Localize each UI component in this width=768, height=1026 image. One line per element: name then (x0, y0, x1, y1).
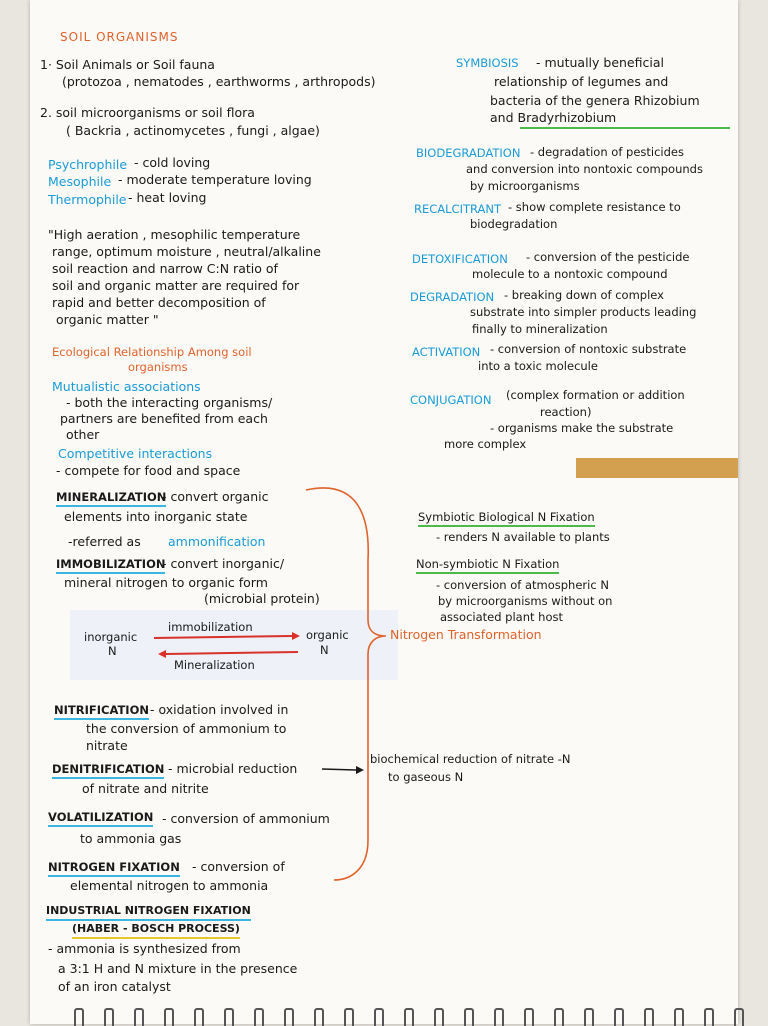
mutualistic-line-2: partners are benefited from each (60, 411, 268, 426)
immobilization-term: IMMOBILIZATION (56, 557, 165, 574)
conjugation-line-1: (complex formation or addition (506, 388, 685, 402)
mineralization-referred: -referred as (68, 534, 141, 549)
symbiosis-line-1: - mutually beneficial (536, 55, 664, 70)
nonsymbiotic-line-3: associated plant host (440, 610, 563, 624)
spiral-coil (284, 1008, 294, 1026)
thermophile-definition: - heat loving (128, 190, 207, 205)
industrial-line-2: a 3:1 H and N mixture in the presence (58, 961, 298, 976)
competitive-line: - compete for food and space (56, 463, 241, 478)
ecological-heading: Ecological Relationship Among soil (52, 345, 252, 359)
symbiotic-fixation-line: - renders N available to plants (436, 530, 610, 544)
spiral-coil (74, 1008, 84, 1026)
mutualistic-line-3: other (66, 427, 100, 442)
diagram-immobilization-label: immobilization (168, 620, 253, 634)
recalcitrant-line-2: biodegradation (470, 217, 558, 231)
spiral-coil (314, 1008, 324, 1026)
symbiosis-term: SYMBIOSIS (456, 56, 519, 70)
degradation-line-2: substrate into simpler products leading (470, 305, 697, 319)
volatilization-definition-1: - conversion of ammonium (162, 811, 330, 826)
biodegradation-term: BIODEGRADATION (416, 146, 521, 160)
spiral-coil (434, 1008, 444, 1026)
ammonification-term: ammonification (168, 534, 266, 549)
nonsymbiotic-line-2: by microorganisms without on (438, 594, 613, 608)
spiral-coil (494, 1008, 504, 1026)
spiral-coil (194, 1008, 204, 1026)
nitrogen-fixation-definition-1: - conversion of (192, 859, 285, 874)
spiral-coil (674, 1008, 684, 1026)
diagram-organic-label: organic (306, 628, 349, 642)
biochemical-reduction-line-1: biochemical reduction of nitrate -N (370, 752, 571, 766)
quote-line-3: soil reaction and narrow C:N ratio of (52, 261, 278, 276)
volatilization-definition-2: to ammonia gas (80, 831, 182, 846)
industrial-line-1: - ammonia is synthesized from (48, 941, 241, 956)
denitrification-definition-1: - microbial reduction (168, 761, 298, 776)
industrial-line-3: of an iron catalyst (58, 979, 171, 994)
symbiosis-line-3: bacteria of the genera Rhizobium (490, 93, 700, 108)
soil-microorganisms-examples: ( Backria , actinomycetes , fungi , algae) (66, 123, 320, 138)
activation-term: ACTIVATION (412, 345, 481, 359)
spiral-coil (584, 1008, 594, 1026)
mutualistic-heading: Mutualistic associations (52, 379, 201, 394)
symbiotic-fixation-heading: Symbiotic Biological N Fixation (418, 510, 595, 527)
spiral-coil (524, 1008, 534, 1026)
page-title: SOIL ORGANISMS (60, 30, 179, 44)
activation-line-2: into a toxic molecule (478, 359, 598, 373)
spiral-coil (344, 1008, 354, 1026)
nonsymbiotic-fixation-heading: Non-symbiotic N Fixation (416, 557, 559, 574)
detoxification-line-1: - conversion of the pesticide (526, 250, 690, 264)
denitrification-term: DENITRIFICATION (52, 762, 164, 779)
biodegradation-line-3: by microorganisms (470, 179, 580, 193)
volatilization-term: VOLATILIZATION (48, 810, 153, 827)
mineralization-definition-2: elements into inorganic state (64, 509, 248, 524)
conjugation-line-3: - organisms make the substrate (490, 421, 674, 435)
detoxification-line-2: molecule to a nontoxic compound (472, 267, 668, 281)
diagram-inorganic-label: inorganic (84, 630, 138, 644)
industrial-fixation-heading: INDUSTRIAL NITROGEN FIXATION (46, 904, 251, 921)
diagram-mineralization-label: Mineralization (174, 658, 255, 672)
conjugation-line-2: reaction) (540, 405, 592, 419)
mutualistic-line-1: - both the interacting organisms/ (66, 395, 273, 410)
mesophile-definition: - moderate temperature loving (118, 172, 312, 187)
ecological-heading-2: organisms (128, 360, 188, 374)
recalcitrant-line-1: - show complete resistance to (508, 200, 681, 214)
quote-line-1: "High aeration , mesophilic temperature (48, 227, 301, 242)
spiral-binding (74, 1004, 768, 1024)
thermophile-term: Thermophile (48, 192, 127, 207)
spiral-coil (104, 1008, 114, 1026)
biodegradation-line-2: and conversion into nontoxic compounds (466, 162, 703, 176)
orange-brace (306, 488, 386, 880)
spiral-coil (134, 1008, 144, 1026)
quote-line-6: organic matter " (56, 312, 159, 327)
spiral-coil (404, 1008, 414, 1026)
spiral-coil (734, 1008, 744, 1026)
soil-animals-examples: (protozoa , nematodes , earthworms , arthropods) (62, 74, 376, 89)
nitrification-definition-1: - oxidation involved in (150, 702, 289, 717)
biodegradation-line-1: - degradation of pesticides (530, 145, 684, 159)
nitrogen-fixation-definition-2: elemental nitrogen to ammonia (70, 878, 269, 893)
nitrogen-fixation-term: NITROGEN FIXATION (48, 860, 180, 877)
soil-animals-item: 1· Soil Animals or Soil fauna (40, 57, 215, 72)
symbiosis-line-2: relationship of legumes and (494, 74, 669, 89)
quote-line-5: rapid and better decomposition of (52, 295, 266, 310)
recalcitrant-term: RECALCITRANT (414, 202, 502, 216)
diagram-inorganic-n: N (108, 644, 117, 658)
degradation-line-1: - breaking down of complex (504, 288, 664, 302)
spiral-coil (224, 1008, 234, 1026)
diagram-organic-n: N (320, 643, 329, 657)
nitrification-definition-3: nitrate (86, 738, 128, 753)
detoxification-term: DETOXIFICATION (412, 252, 508, 266)
mesophile-term: Mesophile (48, 174, 112, 189)
symbiosis-line-4: and Bradyrhizobium (490, 110, 617, 125)
spiral-coil (464, 1008, 474, 1026)
spiral-coil (704, 1008, 714, 1026)
degradation-line-3: finally to mineralization (472, 322, 608, 336)
psychrophile-definition: - cold loving (134, 155, 211, 170)
annotation-lines (30, 0, 738, 1024)
mineralization-term: MINERALIZATION (56, 490, 166, 507)
competitive-heading: Competitive interactions (58, 446, 213, 461)
psychrophile-term: Psychrophile (48, 157, 128, 172)
nitrogen-transformation-label: Nitrogen Transformation (390, 627, 542, 642)
conjugation-line-4: more complex (444, 437, 527, 451)
activation-line-1: - conversion of nontoxic substrate (490, 342, 687, 356)
spiral-coil (254, 1008, 264, 1026)
degradation-term: DEGRADATION (410, 290, 495, 304)
quote-line-4: soil and organic matter are required for (52, 278, 300, 293)
denitrification-definition-2: of nitrate and nitrite (82, 781, 209, 796)
notebook-page (30, 0, 738, 1024)
conjugation-term: CONJUGATION (410, 393, 492, 407)
haber-bosch-heading: (HABER - BOSCH PROCESS) (72, 922, 240, 939)
nonsymbiotic-line-1: - conversion of atmospheric N (436, 578, 609, 592)
denitrification-arrow (322, 769, 356, 770)
biochemical-reduction-line-2: to gaseous N (388, 770, 464, 784)
mineralization-definition-1: - convert organic (162, 489, 269, 504)
immobilization-definition-2: mineral nitrogen to organic form (64, 575, 268, 590)
spiral-coil (374, 1008, 384, 1026)
spiral-coil (614, 1008, 624, 1026)
soil-microorganisms-item: 2. soil microorganisms or soil flora (40, 105, 255, 120)
nitrification-definition-2: the conversion of ammonium to (86, 721, 287, 736)
quote-line-2: range, optimum moisture , neutral/alkaline (52, 244, 321, 259)
spiral-coil (554, 1008, 564, 1026)
immobilization-definition-1: - convert inorganic/ (162, 556, 285, 571)
denitrification-arrowhead (356, 766, 364, 774)
immobilization-definition-3: (microbial protein) (204, 591, 320, 606)
spiral-coil (164, 1008, 174, 1026)
nitrification-term: NITRIFICATION (54, 703, 149, 720)
spiral-coil (644, 1008, 654, 1026)
